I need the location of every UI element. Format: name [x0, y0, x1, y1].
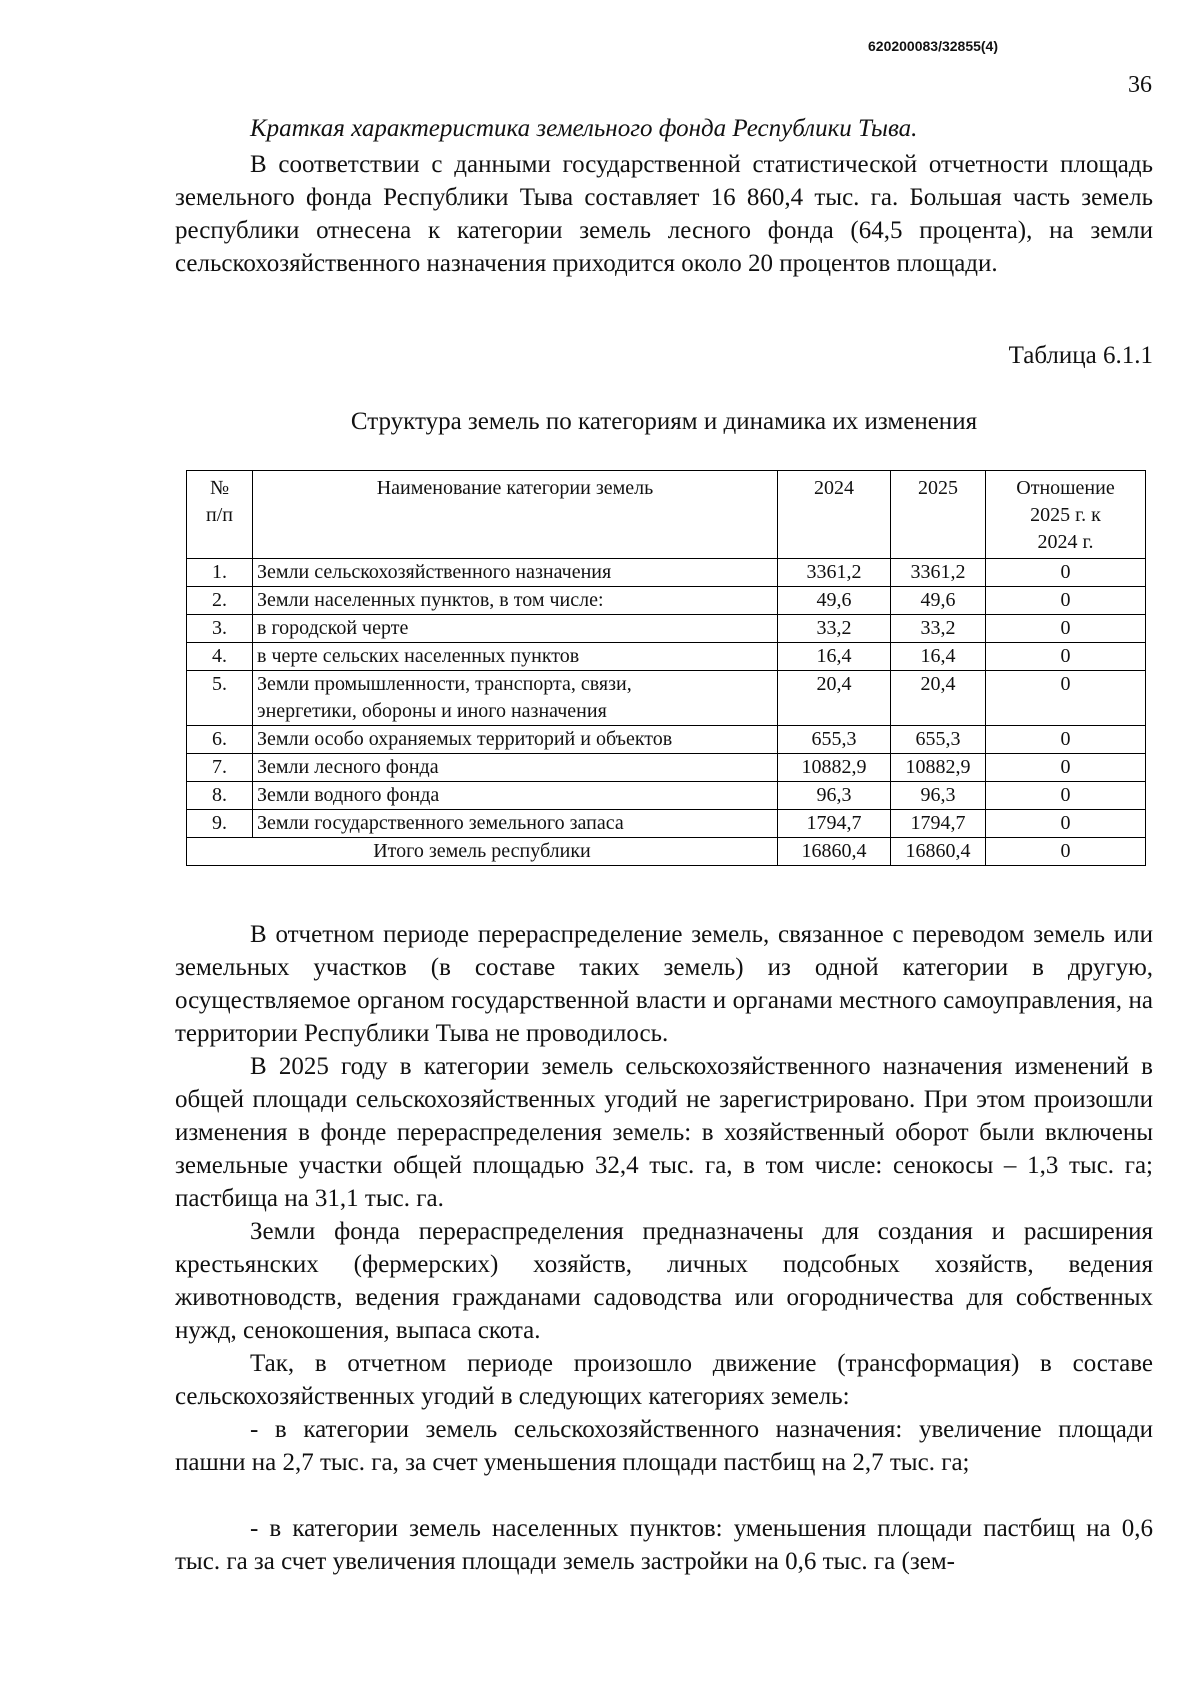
header-category-name: Наименование категории земель — [253, 471, 778, 559]
row-value-2025: 1794,7 — [891, 810, 986, 838]
table-row — [187, 671, 1146, 726]
row-ratio: 0 — [986, 615, 1146, 643]
paragraph-redistribution-fund: Земли фонда перераспределения предназначены для создания и расширения крестьянских (фермерских) хозяйств, личных подсобных хозяйств, ведения животноводств, ведения гражданами садоводства или огородничества для собственных нужд, сенокошения, выпаса скота. — [175, 1218, 1153, 1344]
header-number: № п/п — [187, 471, 253, 559]
table-title: Структура земель по категориям и динамика их изменения — [350, 408, 978, 435]
row-value-2025: 33,2 — [891, 615, 986, 643]
row-ratio: 0 — [986, 559, 1146, 587]
row-number: 8. — [187, 782, 253, 810]
row-category-name: Земли государственного земельного запаса — [253, 810, 778, 838]
header-2025: 2025 — [891, 471, 986, 559]
row-category-name: Земли сельскохозяйственного назначения — [253, 559, 778, 587]
header-ratio: Отношение 2025 г. к 2024 г. — [986, 471, 1146, 559]
table-row — [187, 782, 1146, 810]
table-row — [187, 587, 1146, 615]
header-2024: 2024 — [778, 471, 891, 559]
row-category-name: в городской черте — [253, 615, 778, 643]
table-header-row — [187, 471, 1146, 559]
row-ratio: 0 — [986, 587, 1146, 615]
list-item-agricultural: - в категории земель сельскохозяйственного назначения: увеличение площади пашни на 2,7 тыс. га, за счет уменьшения площади пастбищ на 2,7 тыс. га; — [175, 1416, 1153, 1476]
row-category-name: Земли лесного фонда — [253, 754, 778, 782]
row-value-2024: 96,3 — [778, 782, 891, 810]
table-row — [187, 615, 1146, 643]
row-number: 4. — [187, 643, 253, 671]
row-category-name: Земли водного фонда — [253, 782, 778, 810]
table-row — [187, 726, 1146, 754]
table-total-row — [187, 838, 1146, 866]
row-number: 6. — [187, 726, 253, 754]
row-value-2024: 33,2 — [778, 615, 891, 643]
row-category-name: в черте сельских населенных пунктов — [253, 643, 778, 671]
intro-paragraph: В соответствии с данными государственной статистической отчетности площадь земельного фонда Республики Тыва составляет 16 860,4 тыс. га. Большая часть земель республики отнесена к категории земель лесного фонда (64,5 процента), на земли сельскохозяйственного назначения приходится около 20 процентов площади. — [175, 151, 1153, 277]
paragraph-2025-changes: В 2025 году в категории земель сельскохозяйственного назначения изменений в общей площади сельскохозяйственных угодий не зарегистрировано. При этом произошли изменения в фонде перераспределения земель: в хозяйственный оборот были включены земельные участки общей площадью 32,4 тыс. га, в том числе: сенокосы – 1,3 тыс. га; пастбища на 31,1 тыс. га. — [175, 1053, 1153, 1212]
row-number: 5. — [187, 671, 253, 726]
row-number: 3. — [187, 615, 253, 643]
row-value-2025: 20,4 — [891, 671, 986, 726]
row-value-2025: 49,6 — [891, 587, 986, 615]
row-ratio: 0 — [986, 782, 1146, 810]
row-value-2024: 655,3 — [778, 726, 891, 754]
row-ratio: 0 — [986, 810, 1146, 838]
row-category-name: Земли промышленности, транспорта, связи, энергетики, обороны и иного назначения — [253, 671, 778, 726]
table-row — [187, 559, 1146, 587]
row-value-2024: 16,4 — [778, 643, 891, 671]
row-number: 9. — [187, 810, 253, 838]
paragraph-transformation: Так, в отчетном периоде произошло движение (трансформация) в составе сельскохозяйственных угодий в следующих категориях земель: — [175, 1350, 1153, 1410]
list-item-settlements: - в категории земель населенных пунктов: уменьшения площади пастбищ на 0,6 тыс. га за счет увеличения площади земель застройки на 0,6 тыс. га (зем- — [175, 1515, 1153, 1575]
row-category-name: Земли населенных пунктов, в том числе: — [253, 587, 778, 615]
row-number: 2. — [187, 587, 253, 615]
row-value-2025: 10882,9 — [891, 754, 986, 782]
row-ratio: 0 — [986, 671, 1146, 726]
row-value-2025: 16,4 — [891, 643, 986, 671]
row-value-2024: 20,4 — [778, 671, 891, 726]
row-category-name: Земли особо охраняемых территорий и объектов — [253, 726, 778, 754]
table-row — [187, 643, 1146, 671]
document-id: 620200083/32855(4) — [868, 38, 999, 54]
row-value-2024: 10882,9 — [778, 754, 891, 782]
total-value-2025: 16860,4 — [891, 838, 986, 866]
row-ratio: 0 — [986, 726, 1146, 754]
section-heading: Краткая характеристика земельного фонда Республики Тыва. — [250, 115, 918, 142]
row-value-2025: 96,3 — [891, 782, 986, 810]
paragraph-redistribution: В отчетном периоде перераспределение земель, связанное с переводом земель или земельных участков (в составе таких земель) из одной категории в другую, осуществляемое органом государственной власти и органами местного самоуправления, на территории Республики Тыва не проводилось. — [175, 921, 1153, 1047]
row-value-2025: 3361,2 — [891, 559, 986, 587]
table-row — [187, 754, 1146, 782]
table-row — [187, 810, 1146, 838]
row-number: 7. — [187, 754, 253, 782]
land-categories-table — [186, 470, 1146, 866]
row-value-2024: 1794,7 — [778, 810, 891, 838]
table-label: Таблица 6.1.1 — [1008, 342, 1153, 369]
total-value-2024: 16860,4 — [778, 838, 891, 866]
total-label: Итого земель республики — [187, 838, 778, 866]
row-ratio: 0 — [986, 754, 1146, 782]
page-number: 36 — [1128, 72, 1152, 98]
row-value-2024: 49,6 — [778, 587, 891, 615]
row-value-2025: 655,3 — [891, 726, 986, 754]
row-number: 1. — [187, 559, 253, 587]
row-ratio: 0 — [986, 643, 1146, 671]
total-ratio: 0 — [986, 838, 1146, 866]
row-value-2024: 3361,2 — [778, 559, 891, 587]
